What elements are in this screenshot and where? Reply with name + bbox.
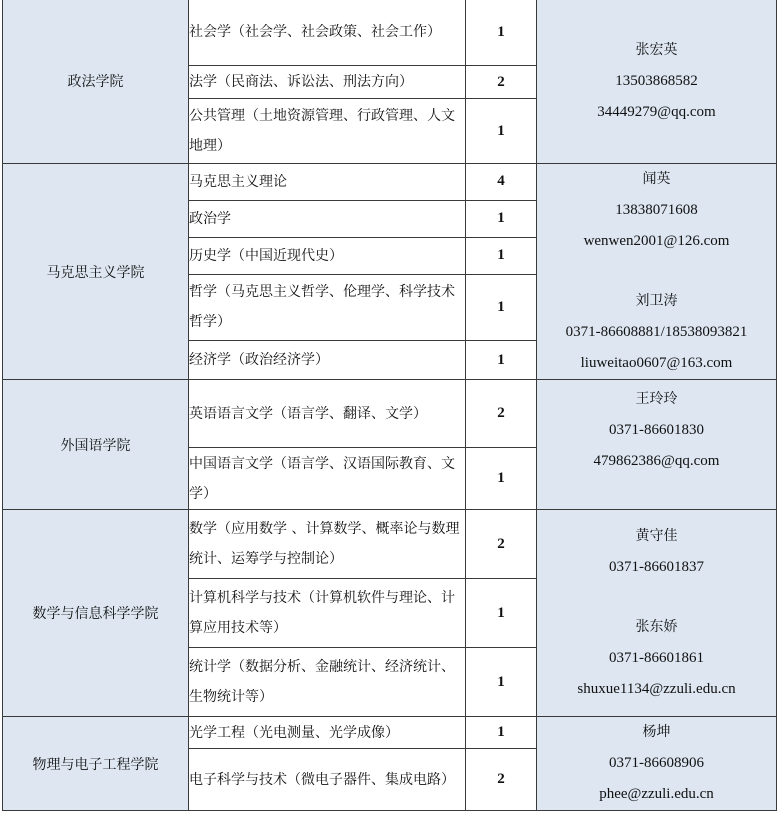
major-name: 计算机科学与技术（计算机软件与理论、计算应用技术等） (189, 579, 466, 648)
position-count: 4 (466, 164, 537, 201)
contact-name: 杨坤 (642, 724, 671, 740)
position-count: 1 (466, 200, 537, 238)
contact-phone: 13503868582 (615, 72, 698, 89)
contact-name: 刘卫涛 (635, 293, 678, 309)
position-count: 1 (466, 274, 537, 341)
table-row (3, 717, 777, 749)
contact-name: 闻英 (642, 171, 671, 187)
major-name: 数学（应用数学 、计算数学、概率论与数理统计、运筹学与控制论） (189, 510, 466, 579)
major-name: 法学（民商法、诉讼法、刑法方向） (189, 66, 466, 99)
major-name: 历史学（中国近现代史） (189, 238, 466, 275)
major-name: 公共管理（土地资源管理、行政管理、人文地理） (189, 99, 466, 164)
contact-email: shuxue1134@zzuli.edu.cn (577, 681, 736, 697)
contact-name: 张宏英 (635, 41, 678, 58)
contact-phone: 0371-86608881/18538093821 (565, 324, 748, 340)
contact-email: phee@zzuli.edu.cn (599, 786, 714, 802)
contact-phone: 13838071608 (615, 202, 698, 218)
major-name: 哲学（马克思主义哲学、伦理学、科学技术哲学） (189, 274, 466, 341)
position-count: 2 (466, 66, 537, 99)
department-name: 马克思主义学院 (3, 164, 189, 380)
major-name: 统计学（数据分析、金融统计、经济统计、生物统计等） (189, 648, 466, 717)
position-count: 1 (466, 238, 537, 275)
contact-cell (537, 164, 777, 380)
contact-email: wenwen2001@126.com (583, 233, 730, 249)
position-count: 2 (466, 380, 537, 448)
position-count: 1 (466, 717, 537, 749)
contact-name: 张东娇 (635, 619, 678, 635)
major-name: 光学工程（光电测量、光学成像） (189, 717, 466, 749)
contact-phone: 0371-86601837 (609, 559, 704, 575)
major-name: 电子科学与技术（微电子器件、集成电路） (189, 749, 466, 811)
contact-name: 王玲玲 (635, 390, 678, 407)
contact-cell (537, 717, 777, 811)
position-count: 2 (466, 749, 537, 811)
major-name: 经济学（政治经济学） (189, 341, 466, 380)
contact-phone: 0371-86601830 (609, 421, 704, 438)
position-count: 1 (466, 99, 537, 164)
major-name: 马克思主义理论 (189, 164, 466, 201)
contact-cell (537, 0, 777, 164)
position-count: 1 (466, 648, 537, 717)
position-count: 1 (466, 579, 537, 648)
contact-email: 479862386@qq.com (593, 452, 720, 469)
major-name: 社会学（社会学、社会政策、社会工作） (189, 0, 466, 66)
contact-phone: 0371-86601861 (609, 650, 704, 666)
table-row (3, 0, 777, 66)
major-name: 中国语言文学（语言学、汉语国际教育、文学） (189, 448, 466, 510)
table-row (3, 164, 777, 201)
department-name: 物理与电子工程学院 (3, 717, 189, 811)
position-count: 1 (466, 448, 537, 510)
contact-name: 黄守佳 (635, 528, 678, 544)
contact-cell (537, 510, 777, 717)
contact-phone: 0371-86608906 (609, 755, 704, 771)
recruitment-table (2, 0, 777, 811)
major-name: 政治学 (189, 200, 466, 238)
position-count: 1 (466, 0, 537, 66)
contact-cell (537, 380, 777, 510)
contact-email: liuweitao0607@163.com (580, 355, 733, 371)
major-name: 英语语言文学（语言学、翻译、文学） (189, 380, 466, 448)
position-count: 1 (466, 341, 537, 380)
department-name: 外国语学院 (3, 380, 189, 510)
table-row (3, 380, 777, 448)
contact-email: 34449279@qq.com (597, 103, 716, 120)
position-count: 2 (466, 510, 537, 579)
department-name: 数学与信息科学学院 (3, 510, 189, 717)
table-row (3, 510, 777, 579)
department-name: 政法学院 (3, 0, 189, 164)
